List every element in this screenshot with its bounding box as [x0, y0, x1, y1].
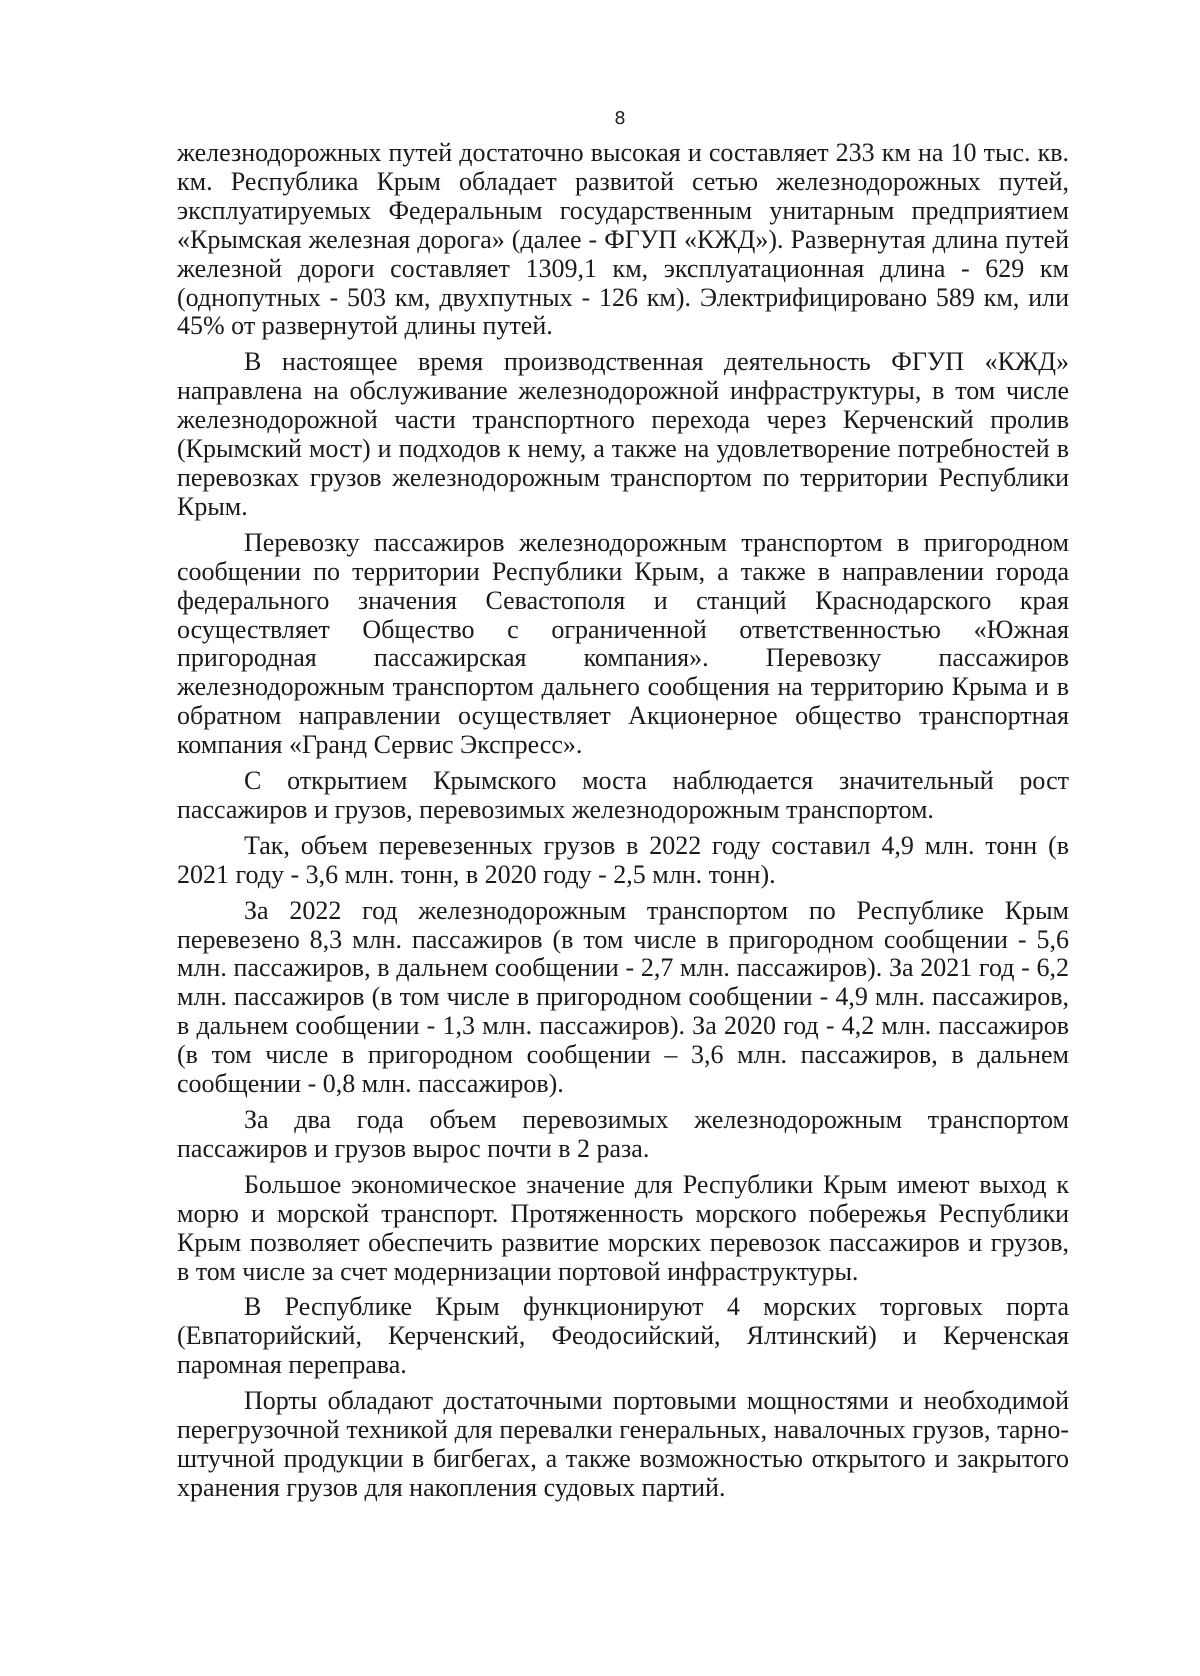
paragraph: В настоящее время производственная деятельность ФГУП «КЖД» направлена на обслуживание железнодорожной инфраструктуры, в том числе железнодорожной части транспортного перехода через Керченский пролив (Крымский мост) и подходов к нему, а также на удовлетворение потребностей в перевозках грузов железнодорожным транспортом по территории Республики Крым. [177, 347, 1069, 521]
paragraph: С открытием Крымского моста наблюдается значительный рост пассажиров и грузов, перевозимых железнодорожным транспортом. [177, 766, 1069, 824]
paragraph: За два года объем перевозимых железнодорожным транспортом пассажиров и грузов вырос почти в 2 раза. [177, 1105, 1069, 1163]
document-body [177, 139, 1069, 1510]
paragraph: Порты обладают достаточными портовыми мощностями и необходимой перегрузочной техникой для перевалки генеральных, навалочных грузов, тарно-штучной продукции в бигбегах, а также возможностью открытого и закрытого хранения грузов для накопления судовых партий. [177, 1386, 1069, 1502]
paragraph: Перевозку пассажиров железнодорожным транспортом в пригородном сообщении по территории Республики Крым, а также в направлении города федерального значения Севастополя и станций Краснодарского края осуществляет Общество с ограниченной ответственностью «Южная пригородная пассажирская компания». Перевозку пассажиров железнодорожным транспортом дальнего сообщения на территорию Крыма и в обратном направлении осуществляет Акционерное общество транспортная компания «Гранд Сервис Экспресс». [177, 527, 1069, 760]
page-number: 8 [614, 108, 626, 129]
paragraph: За 2022 год железнодорожным транспортом по Республике Крым перевезено 8,3 млн. пассажиров (в том числе в пригородном сообщении - 5,6 млн. пассажиров, в дальнем сообщении - 2,7 млн. пассажиров). За 2021 год - 6,2 млн. пассажиров (в том числе в пригородном сообщении - 4,9 млн. пассажиров, в дальнем сообщении - 1,3 млн. пассажиров). За 2020 год - 4,2 млн. пассажиров (в том числе в пригородном сообщении – 3,6 млн. пассажиров, в дальнем сообщении - 0,8 млн. пассажиров). [177, 895, 1069, 1099]
paragraph: Большое экономическое значение для Республики Крым имеют выход к морю и морской транспорт. Протяженность морского побережья Республики Крым позволяет обеспечить развитие морских перевозок пассажиров и грузов, в том числе за счет модернизации портовой инфраструктуры. [177, 1169, 1069, 1286]
paragraph: В Республике Крым функционируют 4 морских торговых порта (Евпаторийский, Керченский, Феодосийский, Ялтинский) и Керченская паромная переправа. [177, 1292, 1069, 1380]
paragraph: Так, объем перевезенных грузов в 2022 году составил 4,9 млн. тонн (в 2021 году - 3,6 млн. тонн, в 2020 году - 2,5 млн. тонн). [177, 830, 1069, 889]
paragraph: железнодорожных путей достаточно высокая и составляет 233 км на 10 тыс. кв. км. Республика Крым обладает развитой сетью железнодорожных путей, эксплуатируемых Федеральным государственным унитарным предприятием «Крымская железная дорога» (далее - ФГУП «КЖД»). Развернутая длина путей железной дороги составляет 1309,1 км, эксплуатационная длина - 629 км (однопутных - 503 км, двухпутных - 126 км). Электрифицировано 589 км, или 45% от развернутой длины путей. [177, 138, 1069, 341]
